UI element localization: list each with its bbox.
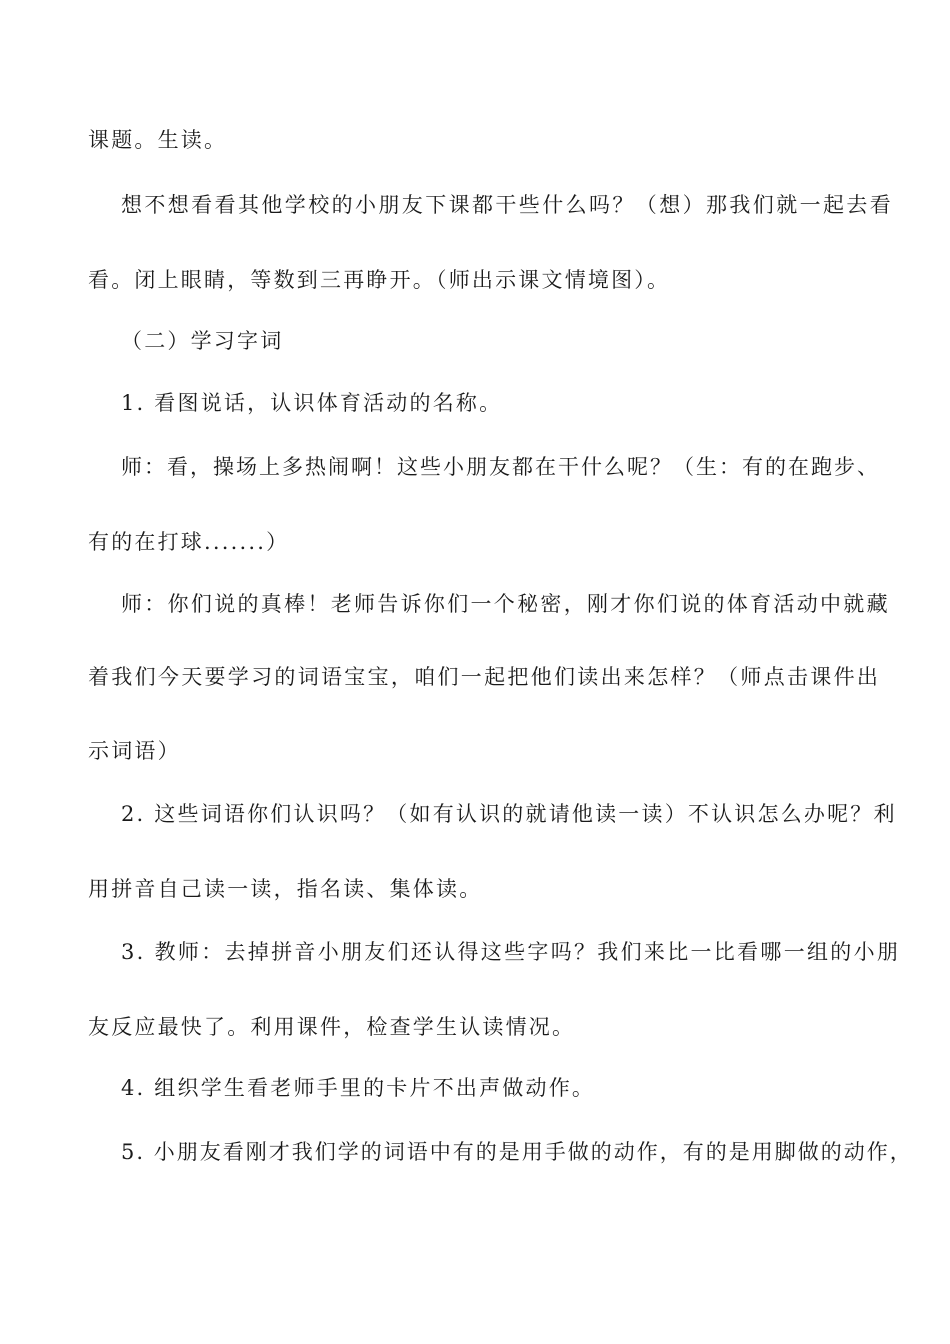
text-line-pinyin-reading: 用拼音自己读一读，指名读、集体读。 xyxy=(88,877,483,901)
step-3-remove-pinyin: 3. 教师：去掉拼音小朋友们还认得这些字吗？我们来比一比看哪一组的小朋 xyxy=(121,940,901,964)
step-1-look-and-speak: 1. 看图说话，认识体育活动的名称。 xyxy=(121,391,503,415)
text-line-topic-read: 课题。生读。 xyxy=(88,128,228,152)
text-line-teacher-secret: 师：你们说的真棒！老师告诉你们一个秘密，刚才你们说的体育活动中就藏 xyxy=(121,592,890,616)
step-2-recognize-words: 2. 这些词语你们认识吗？（如有认识的就请他读一读）不认识怎么办呢？利 xyxy=(121,802,897,826)
text-line-close-eyes: 看。闭上眼睛，等数到三再睁开。（师出示课文情境图）。 xyxy=(88,268,671,292)
section-heading-learn-words: （二）学习字词 xyxy=(121,329,284,353)
text-line-teacher-playground: 师：看，操场上多热闹啊！这些小朋友都在干什么呢？（生：有的在跑步、 xyxy=(121,455,880,479)
text-line-word-babies: 着我们今天要学习的词语宝宝，咱们一起把他们读出来怎样？（师点击课件出 xyxy=(88,665,881,689)
text-line-check-reading: 友反应最快了。利用课件，检查学生认读情况。 xyxy=(88,1015,576,1039)
step-5-hand-foot-actions: 5. 小朋友看刚才我们学的词语中有的是用手做的动作，有的是用脚做的动作， xyxy=(121,1140,913,1164)
text-line-show-words: 示词语） xyxy=(88,739,181,763)
step-4-card-actions: 4. 组织学生看老师手里的卡片不出声做动作。 xyxy=(121,1076,596,1100)
text-line-question-intro: 想不想看看其他学校的小朋友下课都干些什么吗？（想）那我们就一起去看 xyxy=(121,193,894,217)
text-line-students-answer: 有的在打球.......） xyxy=(88,530,290,554)
